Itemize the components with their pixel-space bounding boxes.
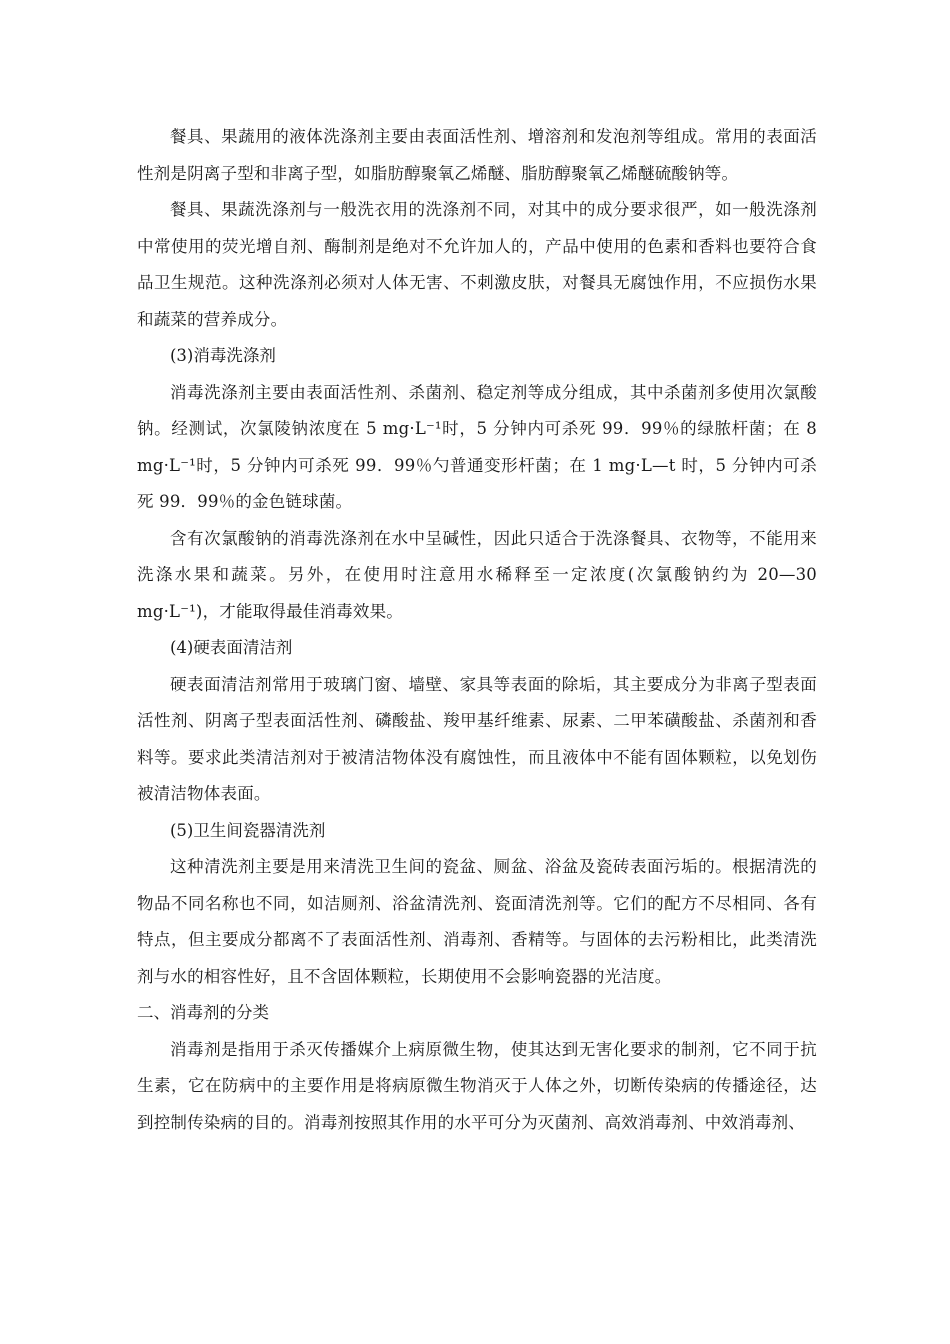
paragraph-sodium-hypochlorite-usage: 含有次氯酸钠的消毒洗涤剂在水中呈碱性，因此只适合于洗涤餐具、衣物等，不能用来洗涤水果和蔬菜。另外，在使用时注意用水稀释至一定浓度(次氯酸钠约为 20—30 mg·L⁻¹)，才能取得最佳消毒效果。 [137, 528, 817, 621]
section-heading-disinfectant-classification: 二、消毒剂的分类 [137, 1003, 269, 1022]
subheading-hard-surface-cleaner: (4)硬表面清洁剂 [170, 638, 293, 657]
subheading-bathroom-ceramic-cleaner: (5)卫生间瓷器清洗剂 [170, 820, 326, 840]
paragraph-liquid-detergent-composition: 餐具、果蔬用的液体洗涤剂主要由表面活性剂、增溶剂和发泡剂等组成。常用的表面活性剂是阴离子型和非离子型，如脂肪醇聚氧乙烯醚、脂肪醇聚氧乙烯醚硫酸钠等。 [137, 127, 817, 183]
paragraph-disinfectant-definition: 消毒剂是指用于杀灭传播媒介上病原微生物，使其达到无害化要求的制剂，它不同于抗生素，它在防病中的主要作用是将病原微生物消灭于人体之外，切断传染病的传播途径，达到控制传染病的目的。消毒剂按照其作用的水平可分为灭菌剂、高效消毒剂、中效消毒剂、 [137, 1039, 817, 1132]
paragraph-disinfecting-detergent-composition: 消毒洗涤剂主要由表面活性剂、杀菌剂、稳定剂等成分组成，其中杀菌剂多使用次氯酸钠。经测试，次氯陵钠浓度在 5 mg·L⁻¹时，5 分钟内可杀死 99．99％的绿脓杆菌；在 8 mg·L⁻¹时，5 分钟内可杀死 99．99％勺普通变形杆菌；在 1 mg·L—t 时，5 分钟内可杀死 99．99％的金色链球菌。 [137, 382, 817, 511]
paragraph-tableware-detergent-requirements: 餐具、果蔬洗涤剂与一般洗衣用的洗涤剂不同，对其中的成分要求很严，如一般洗涤剂中常使用的荧光增自剂、酶制剂是绝对不允许加人的，产品中使用的色素和香料也要符合食品卫生规范。这种洗涤剂必须对人体无害、不刺激皮肤，对餐具无腐蚀作用，不应损伤水果和蔬菜的营养成分。 [137, 200, 817, 329]
paragraph-bathroom-ceramic-cleaner: 这种清洗剂主要是用来清洗卫生间的瓷盆、厕盆、浴盆及瓷砖表面污垢的。根据清洗的物品不同名称也不同，如洁厕剂、浴盆清洗剂、瓷面清洗剂等。它们的配方不尽相同、各有特点，但主要成分都离不了表面活性剂、消毒剂、香精等。与固体的去污粉相比，此类清洗剂与水的相容性好，且不含固体颗粒，长期使用不会影响瓷器的光洁度。 [137, 857, 817, 986]
document-body [137, 119, 817, 1141]
subheading-disinfecting-detergent: (3)消毒洗涤剂 [170, 346, 276, 365]
paragraph-hard-surface-cleaner: 硬表面清洁剂常用于玻璃门窗、墙壁、家具等表面的除垢，其主要成分为非离子型表面活性剂、阴离子型表面活性剂、磷酸盐、羧甲基纤维素、尿素、二甲苯磺酸盐、杀菌剂和香料等。要求此类清洁剂对于被清洁物体没有腐蚀性，而且液体中不能有固体颗粒，以免划伤被清洁物体表面。 [137, 674, 817, 803]
